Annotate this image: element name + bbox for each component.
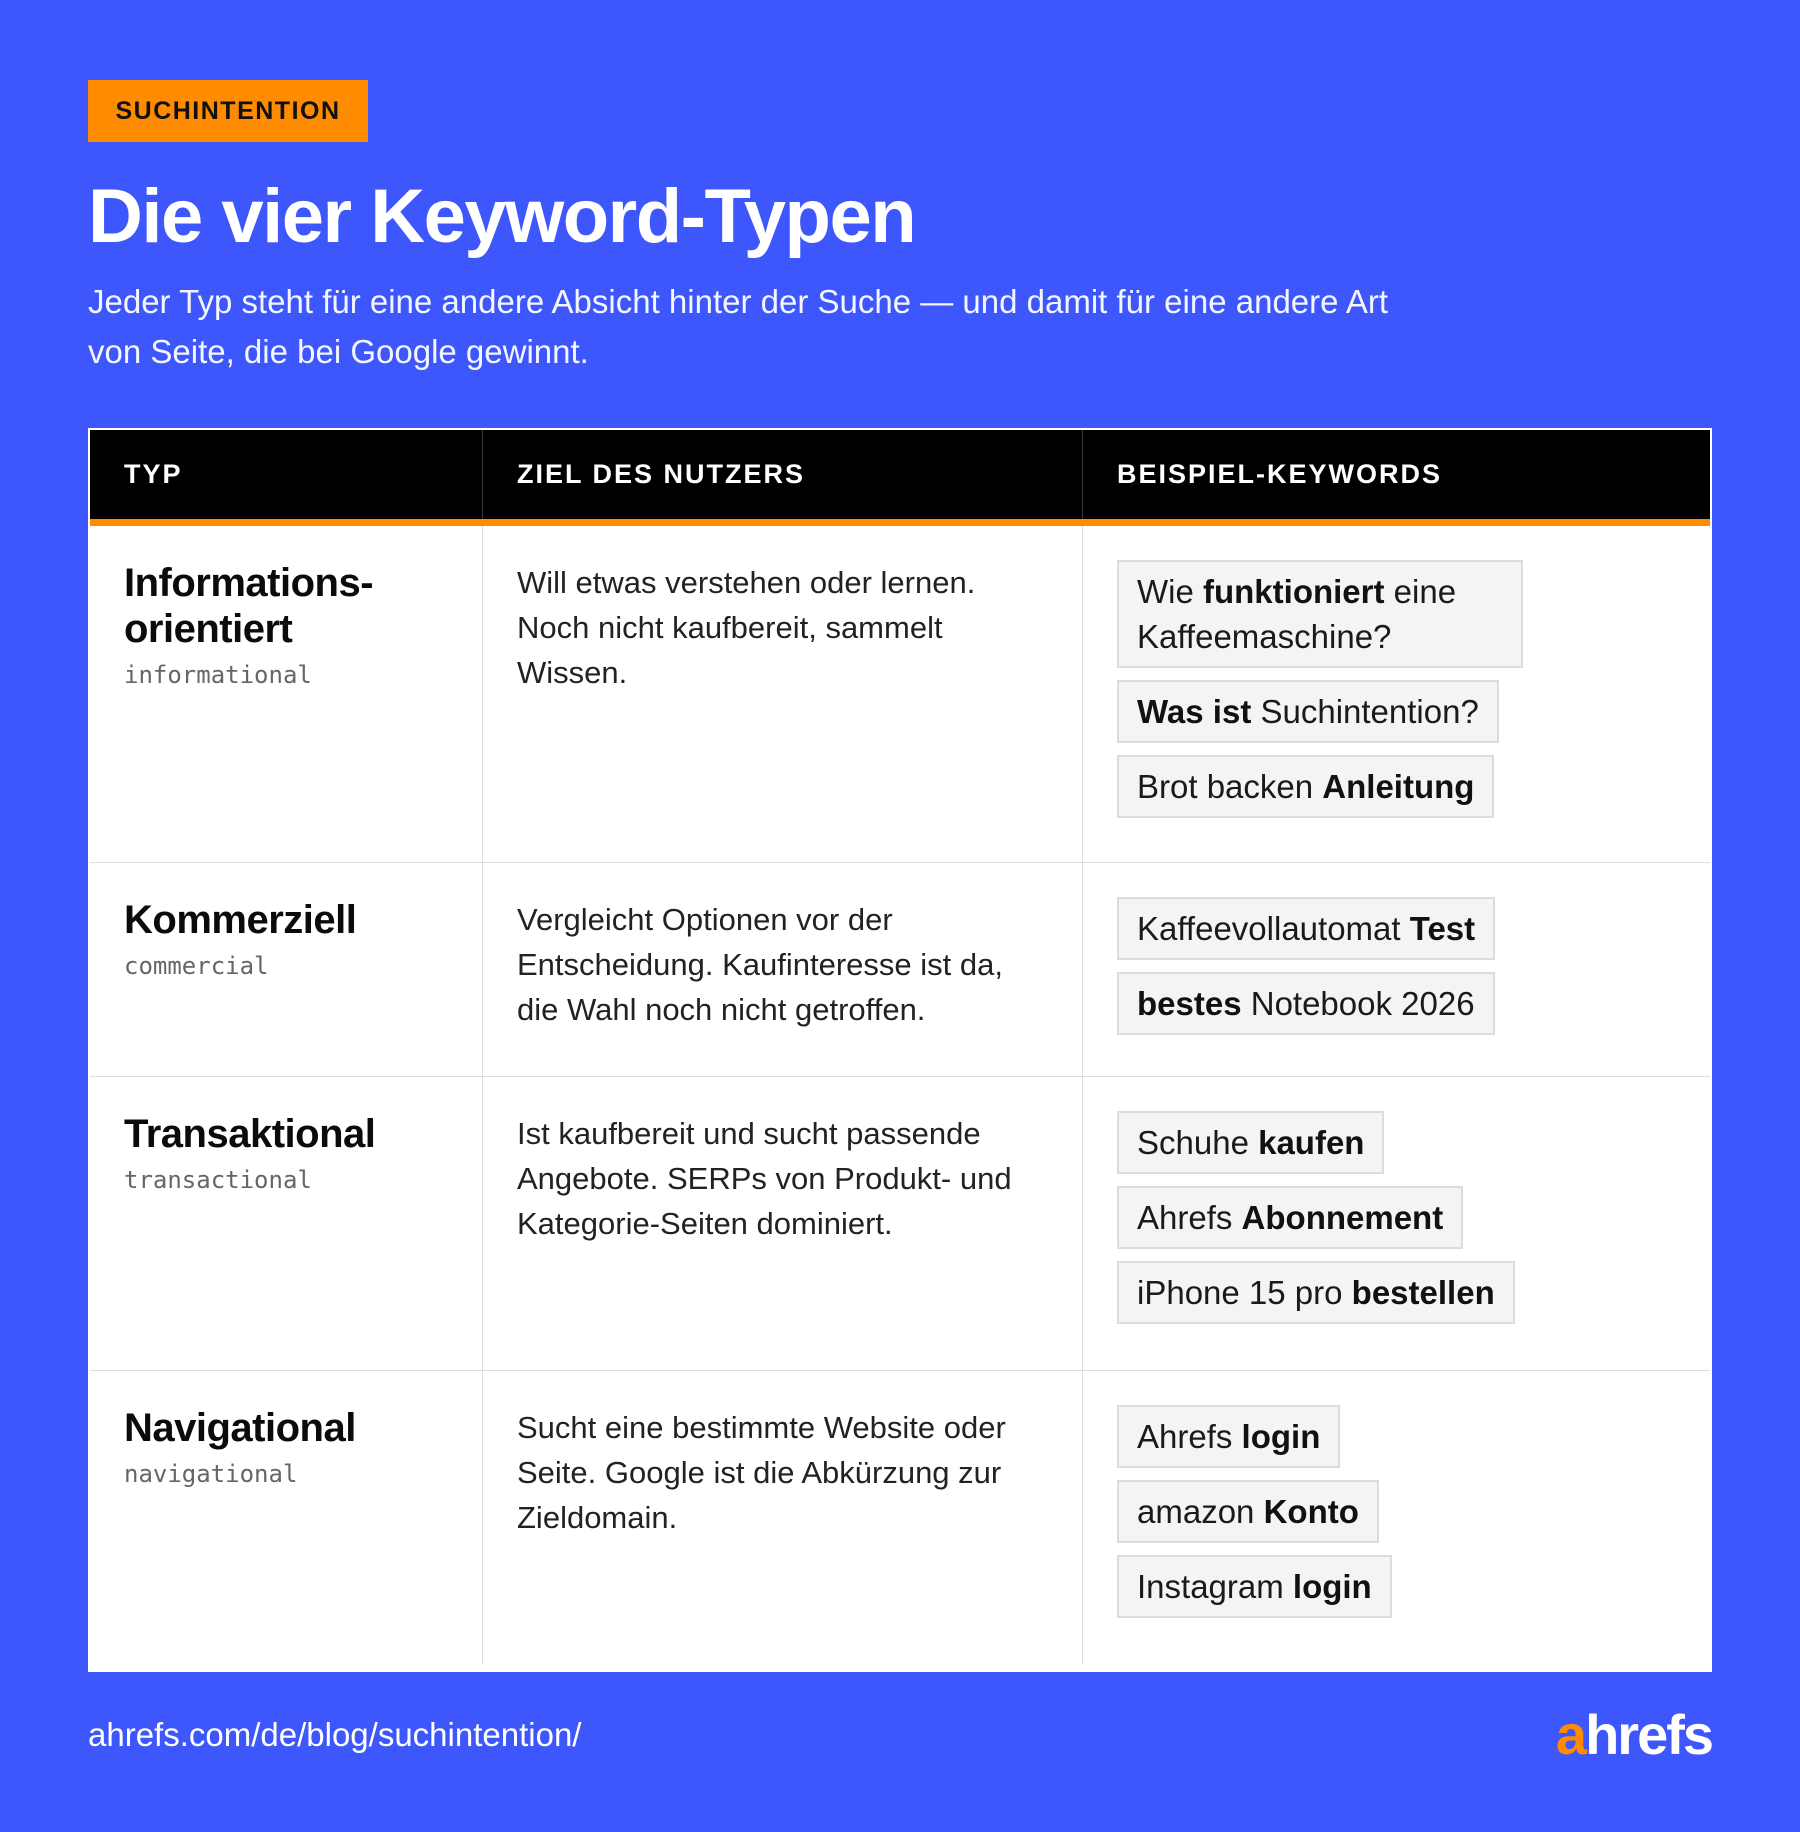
ahrefs-logo: [1556, 1702, 1712, 1767]
keyword-text: Ahrefs: [1137, 1199, 1242, 1236]
keyword-text: Schuhe: [1137, 1124, 1259, 1161]
keywords-cell: [1083, 863, 1710, 1076]
type-cell: [90, 863, 483, 1076]
goal-text: Will etwas verstehen oder lernen. Noch nicht kaufbereit, sammelt Wissen.: [517, 565, 976, 690]
keyword-text: eine Kaffeemaschine?: [1137, 573, 1457, 655]
logo-text: hrefs: [1585, 1703, 1712, 1766]
source-url-link[interactable]: ahrefs.com/de/blog/suchintention/: [88, 1716, 582, 1753]
keyword-chip: [1117, 1261, 1515, 1324]
page-title: Die vier Keyword-Typen: [88, 174, 916, 259]
keyword-text: amazon: [1137, 1493, 1264, 1530]
type-cell: [90, 526, 483, 862]
keyword-chip: [1117, 1111, 1384, 1174]
table-row-transactional: [90, 1076, 1710, 1370]
category-tag: SUCHINTENTION: [88, 80, 368, 142]
header-beispiel-keywords: BEISPIEL-KEYWORDS: [1117, 459, 1443, 489]
goal-cell: [483, 1371, 1083, 1665]
goal-cell: [483, 863, 1083, 1076]
type-code: commercial: [124, 952, 269, 980]
type-code: informational: [124, 661, 312, 689]
keyword-emphasis: login: [1292, 1568, 1372, 1605]
keyword-list: [1117, 560, 1676, 818]
type-code: navigational: [124, 1460, 298, 1488]
keyword-emphasis: bestellen: [1351, 1274, 1495, 1311]
keywords-cell: [1083, 1077, 1710, 1370]
goal-cell: [483, 526, 1083, 862]
keyword-emphasis: funktioniert: [1203, 573, 1385, 610]
keyword-text: Kaffeevollautomat: [1137, 910, 1410, 947]
goal-cell: [483, 1077, 1083, 1370]
keyword-chip: [1117, 897, 1495, 960]
keyword-chip: [1117, 1405, 1340, 1468]
type-cell: [90, 1077, 483, 1370]
keyword-list: [1117, 1405, 1676, 1618]
type-name: Transaktional: [124, 1112, 376, 1156]
keyword-emphasis: login: [1241, 1418, 1321, 1455]
keyword-emphasis: Test: [1409, 910, 1476, 947]
type-name: Navigational: [124, 1406, 356, 1450]
goal-text: Ist kaufbereit und sucht passende Angebote. SERPs von Produkt- und Kategorie-Seiten dominiert.: [517, 1116, 1012, 1241]
keyword-text: Notebook 2026: [1241, 985, 1475, 1022]
keyword-list: [1117, 897, 1676, 1035]
keyword-text: Wie: [1137, 573, 1203, 610]
keyword-chip: [1117, 1186, 1463, 1249]
keyword-text: Suchintention?: [1251, 693, 1479, 730]
keyword-emphasis: Anleitung: [1322, 768, 1475, 805]
goal-text: Vergleicht Optionen vor der Entscheidung. Kaufinteresse ist da, die Wahl noch nicht getroffen.: [517, 902, 1003, 1027]
type-name: Kommerziell: [124, 898, 357, 942]
keywords-cell: [1083, 1371, 1710, 1665]
keyword-emphasis: Konto: [1263, 1493, 1359, 1530]
page-subtitle: Jeder Typ steht für eine andere Absicht hinter der Suche — und damit für eine andere Art von Seite, die bei Google gewinnt.: [88, 283, 1389, 370]
keyword-list: [1117, 1111, 1676, 1324]
keyword-emphasis: bestes: [1137, 985, 1242, 1022]
keyword-chip: [1117, 680, 1499, 743]
header-typ: TYP: [90, 430, 483, 519]
table-row-commercial: [90, 862, 1710, 1076]
keyword-emphasis: Abonnement: [1241, 1199, 1444, 1236]
type-code: transactional: [124, 1166, 312, 1194]
table-row-informational: [90, 526, 1710, 862]
keyword-text: Brot backen: [1137, 768, 1323, 805]
keyword-chip: [1117, 755, 1494, 818]
keyword-text: Instagram: [1137, 1568, 1293, 1605]
keyword-chip: [1117, 1480, 1379, 1543]
header-ziel: ZIEL DES NUTZERS: [483, 430, 1083, 519]
table-header: [90, 430, 1710, 526]
keyword-chip: [1117, 560, 1523, 668]
keyword-chip: [1117, 1555, 1392, 1618]
logo-accent-letter: a: [1555, 1703, 1586, 1766]
keyword-text: Ahrefs: [1137, 1418, 1242, 1455]
keywords-cell: [1083, 526, 1710, 862]
keyword-types-table: [88, 428, 1712, 1672]
table-row-navigational: [90, 1370, 1710, 1665]
keyword-chip: [1117, 972, 1495, 1035]
keyword-emphasis: Was ist: [1137, 693, 1252, 730]
goal-text: Sucht eine bestimmte Website oder Seite. Google ist die Abkürzung zur Zieldomain.: [517, 1410, 1006, 1535]
type-cell: [90, 1371, 483, 1665]
type-name: Informations- orientiert: [124, 561, 374, 651]
keyword-emphasis: kaufen: [1258, 1124, 1365, 1161]
keyword-text: iPhone 15 pro: [1137, 1274, 1352, 1311]
